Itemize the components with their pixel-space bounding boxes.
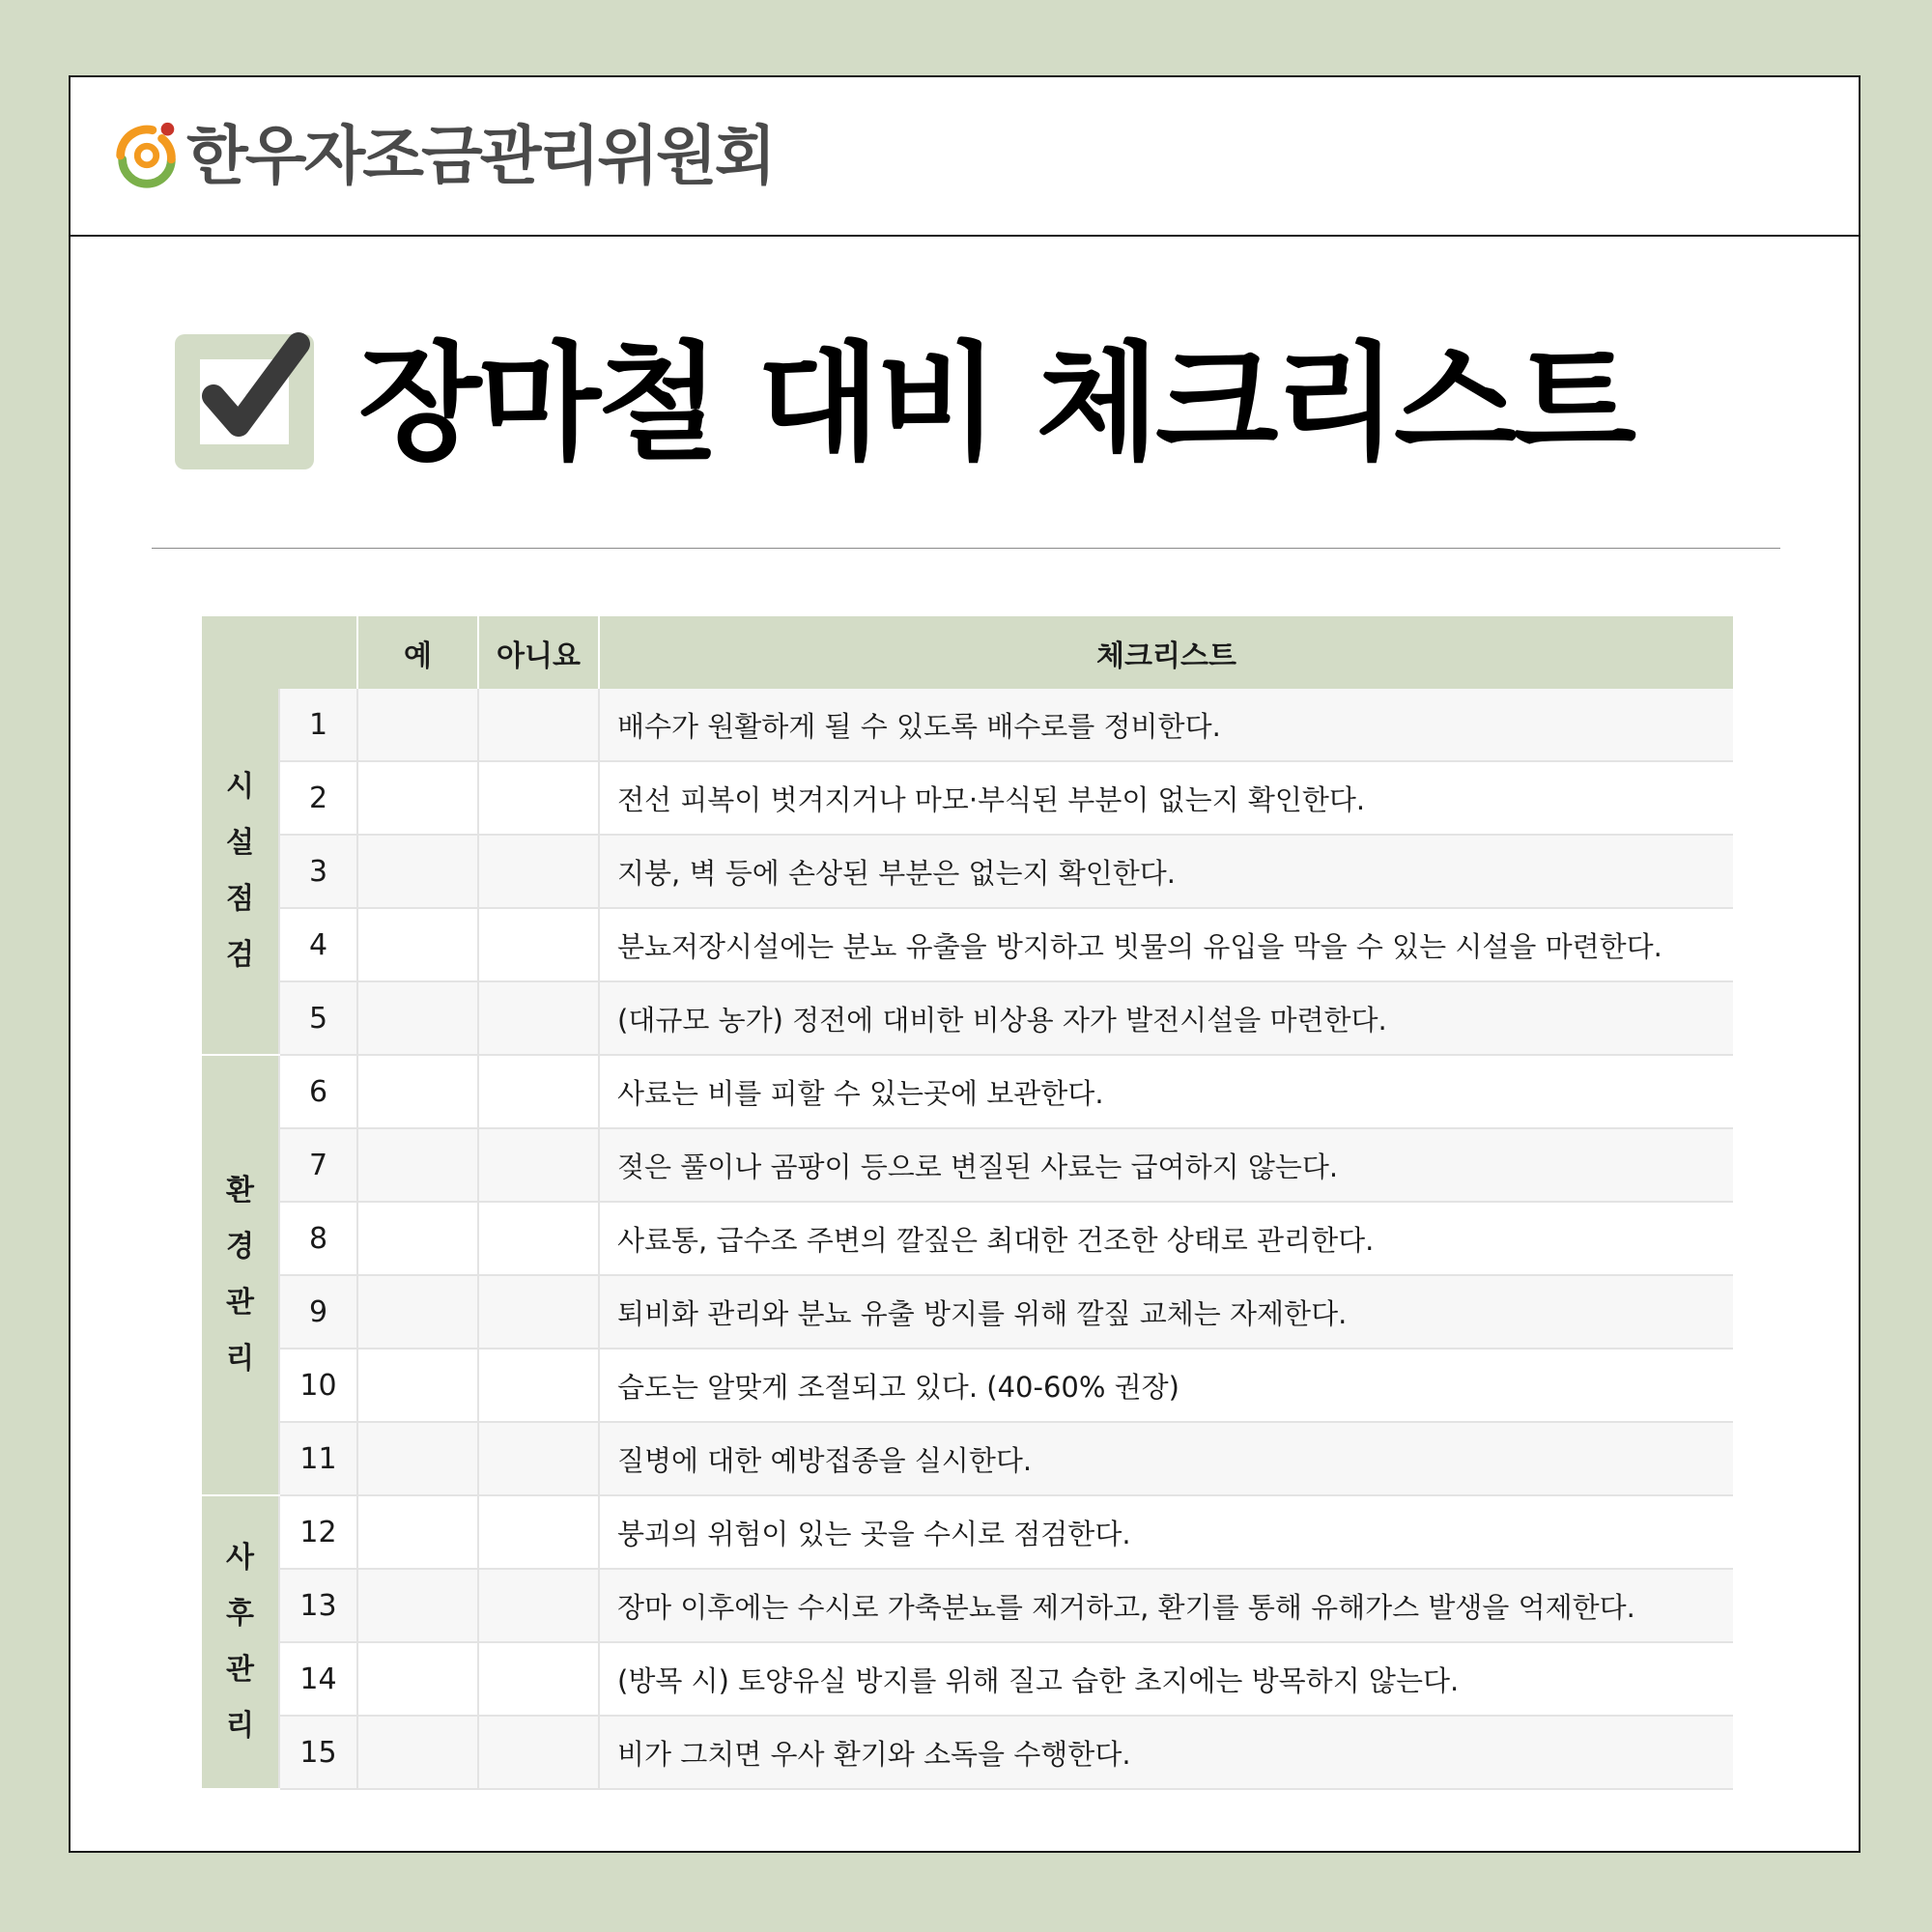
yes-cell[interactable]	[357, 1422, 478, 1495]
row-number: 12	[279, 1495, 357, 1569]
row-number: 9	[279, 1275, 357, 1349]
checklist-item: 장마 이후에는 수시로 가축분뇨를 제거하고, 환기를 통해 유해가스 발생을 억제한다.	[599, 1569, 1733, 1642]
divider	[152, 548, 1780, 549]
no-cell[interactable]	[478, 1569, 599, 1642]
header-checklist: 체크리스트	[599, 616, 1733, 689]
no-cell[interactable]	[478, 1275, 599, 1349]
table-row	[202, 1202, 1733, 1275]
checklist-item: 전선 피복이 벗겨지거나 마모·부식된 부분이 없는지 확인한다.	[599, 761, 1733, 835]
yes-cell[interactable]	[357, 835, 478, 908]
row-number: 3	[279, 835, 357, 908]
group-label-environment: 환경관리	[202, 1055, 279, 1495]
no-cell[interactable]	[478, 1422, 599, 1495]
checklist-item: 습도는 알맞게 조절되고 있다. (40-60% 권장)	[599, 1349, 1733, 1422]
yes-cell[interactable]	[357, 1128, 478, 1202]
checklist-item: (방목 시) 토양유실 방지를 위해 질고 습한 초지에는 방목하지 않는다.	[599, 1642, 1733, 1716]
group-label-facility: 시설점검	[202, 689, 279, 1055]
row-number: 4	[279, 908, 357, 981]
table-row	[202, 761, 1733, 835]
hanwoo-logo-icon	[109, 118, 185, 193]
no-cell[interactable]	[478, 1495, 599, 1569]
yes-cell[interactable]	[357, 908, 478, 981]
no-cell[interactable]	[478, 981, 599, 1055]
row-number: 11	[279, 1422, 357, 1495]
group-label-aftercare: 사후관리	[202, 1495, 279, 1789]
no-cell[interactable]	[478, 835, 599, 908]
yes-cell[interactable]	[357, 981, 478, 1055]
checklist-item: 분뇨저장시설에는 분뇨 유출을 방지하고 빗물의 유입을 막을 수 있는 시설을 마련한다.	[599, 908, 1733, 981]
checklist-item: 붕괴의 위험이 있는 곳을 수시로 점검한다.	[599, 1495, 1733, 1569]
table-row	[202, 1128, 1733, 1202]
row-number: 5	[279, 981, 357, 1055]
row-number: 8	[279, 1202, 357, 1275]
no-cell[interactable]	[478, 1128, 599, 1202]
checklist-item: (대규모 농가) 정전에 대비한 비상용 자가 발전시설을 마련한다.	[599, 981, 1733, 1055]
no-cell[interactable]	[478, 1716, 599, 1789]
no-cell[interactable]	[478, 761, 599, 835]
yes-cell[interactable]	[357, 1055, 478, 1128]
table-row	[202, 1495, 1733, 1569]
row-number: 2	[279, 761, 357, 835]
row-number: 15	[279, 1716, 357, 1789]
table-row	[202, 981, 1733, 1055]
checklist-item: 퇴비화 관리와 분뇨 유출 방지를 위해 깔짚 교체는 자제한다.	[599, 1275, 1733, 1349]
no-cell[interactable]	[478, 689, 599, 761]
no-cell[interactable]	[478, 1642, 599, 1716]
table-row	[202, 835, 1733, 908]
no-cell[interactable]	[478, 1055, 599, 1128]
yes-cell[interactable]	[357, 761, 478, 835]
table-row	[202, 1349, 1733, 1422]
no-cell[interactable]	[478, 1202, 599, 1275]
row-number: 6	[279, 1055, 357, 1128]
table-row	[202, 1275, 1733, 1349]
checklist-table	[202, 616, 1733, 1790]
yes-cell[interactable]	[357, 1202, 478, 1275]
checklist-item: 사료는 비를 피할 수 있는곳에 보관한다.	[599, 1055, 1733, 1128]
yes-cell[interactable]	[357, 1569, 478, 1642]
org-name: 한우자조금관리위원회	[186, 119, 774, 193]
row-number: 13	[279, 1569, 357, 1642]
yes-cell[interactable]	[357, 1716, 478, 1789]
checklist-item: 사료통, 급수조 주변의 깔짚은 최대한 건조한 상태로 관리한다.	[599, 1202, 1733, 1275]
no-cell[interactable]	[478, 908, 599, 981]
row-number: 14	[279, 1642, 357, 1716]
table-row	[202, 1642, 1733, 1716]
checklist-item: 젖은 풀이나 곰팡이 등으로 변질된 사료는 급여하지 않는다.	[599, 1128, 1733, 1202]
yes-cell[interactable]	[357, 1275, 478, 1349]
checklist-item: 지붕, 벽 등에 손상된 부분은 없는지 확인한다.	[599, 835, 1733, 908]
checklist-card	[69, 75, 1861, 1853]
header-no: 아니요	[478, 616, 599, 689]
table-row	[202, 1716, 1733, 1789]
header-blank	[202, 616, 357, 689]
page-title: 장마철 대비 체크리스트	[358, 329, 1634, 478]
checklist-item: 배수가 원활하게 될 수 있도록 배수로를 정비한다.	[599, 689, 1733, 761]
yes-cell[interactable]	[357, 1495, 478, 1569]
yes-cell[interactable]	[357, 1349, 478, 1422]
table-row	[202, 689, 1733, 761]
row-number: 7	[279, 1128, 357, 1202]
table-row	[202, 908, 1733, 981]
table-header-row	[202, 616, 1733, 689]
table-row	[202, 1569, 1733, 1642]
table-row	[202, 1422, 1733, 1495]
row-number: 1	[279, 689, 357, 761]
header-yes: 예	[357, 616, 478, 689]
checklist-item: 비가 그치면 우사 환기와 소독을 수행한다.	[599, 1716, 1733, 1789]
table-row	[202, 1055, 1733, 1128]
checklist-item: 질병에 대한 예방접종을 실시한다.	[599, 1422, 1733, 1495]
checkbox-checked-icon	[175, 327, 318, 469]
yes-cell[interactable]	[357, 1642, 478, 1716]
no-cell[interactable]	[478, 1349, 599, 1422]
yes-cell[interactable]	[357, 689, 478, 761]
org-header	[71, 77, 1859, 237]
row-number: 10	[279, 1349, 357, 1422]
